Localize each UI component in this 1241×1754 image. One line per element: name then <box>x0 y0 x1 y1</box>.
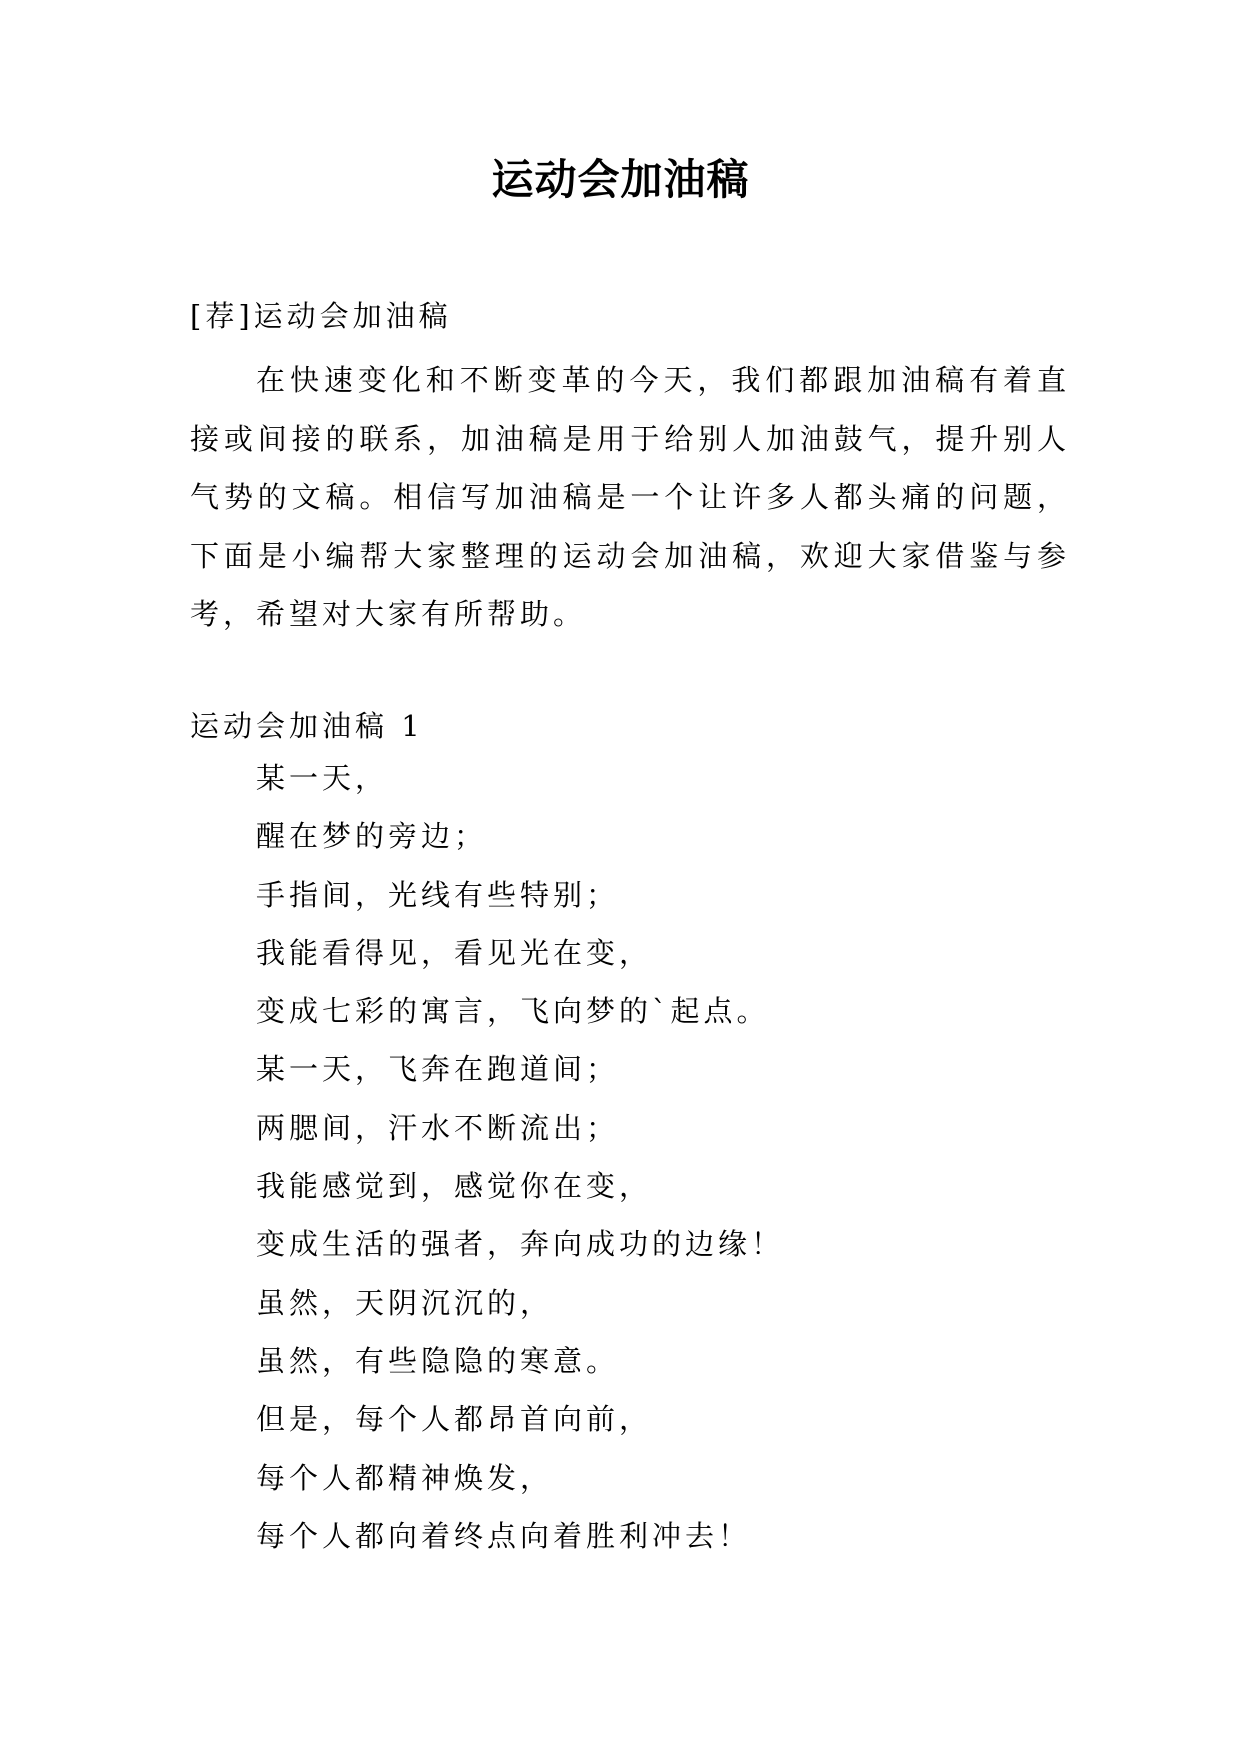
poem-line: 两腮间，汗水不断流出； <box>256 1110 620 1145</box>
poem-line: 变成七彩的寓言，飞向梦的`起点。 <box>256 994 770 1029</box>
poem-line: 虽然，天阴沉沉的， <box>256 1285 554 1320</box>
poem-line: 但是，每个人都昂首向前， <box>256 1402 653 1437</box>
section-heading: 运动会加油稿 1 <box>190 709 424 743</box>
document-subtitle: [荐]运动会加油稿 <box>190 299 452 333</box>
poem <box>256 758 1056 1574</box>
poem-line: 某一天，飞奔在跑道间； <box>256 1052 620 1087</box>
document-title: 运动会加油稿 <box>491 155 750 204</box>
poem-line: 每个人都精神焕发， <box>256 1460 554 1495</box>
poem-line: 变成生活的强者，奔向成功的边缘！ <box>256 1227 785 1262</box>
poem-line: 虽然，有些隐隐的寒意。 <box>256 1343 620 1378</box>
poem-line: 每个人都向着终点向着胜利冲去！ <box>256 1518 752 1553</box>
poem-line: 我能看得见，看见光在变， <box>256 935 653 970</box>
poem-line: 某一天， <box>256 761 389 795</box>
poem-line: 手指间，光线有些特别； <box>256 877 620 912</box>
poem-line: 我能感觉到，感觉你在变， <box>256 1169 653 1204</box>
intro-paragraph: 在快速变化和不断变革的今天，我们都跟加油稿有着直接或间接的联系，加油稿是用于给别人加油鼓气，提升别人气势的文稿。相信写加油稿是一个让许多人都头痛的问题，下面是小编帮大家整理的运动会加油稿，欢迎大家借鉴与参考，希望对大家有所帮助。 <box>190 363 1070 631</box>
poem-line: 醒在梦的旁边； <box>256 819 488 854</box>
